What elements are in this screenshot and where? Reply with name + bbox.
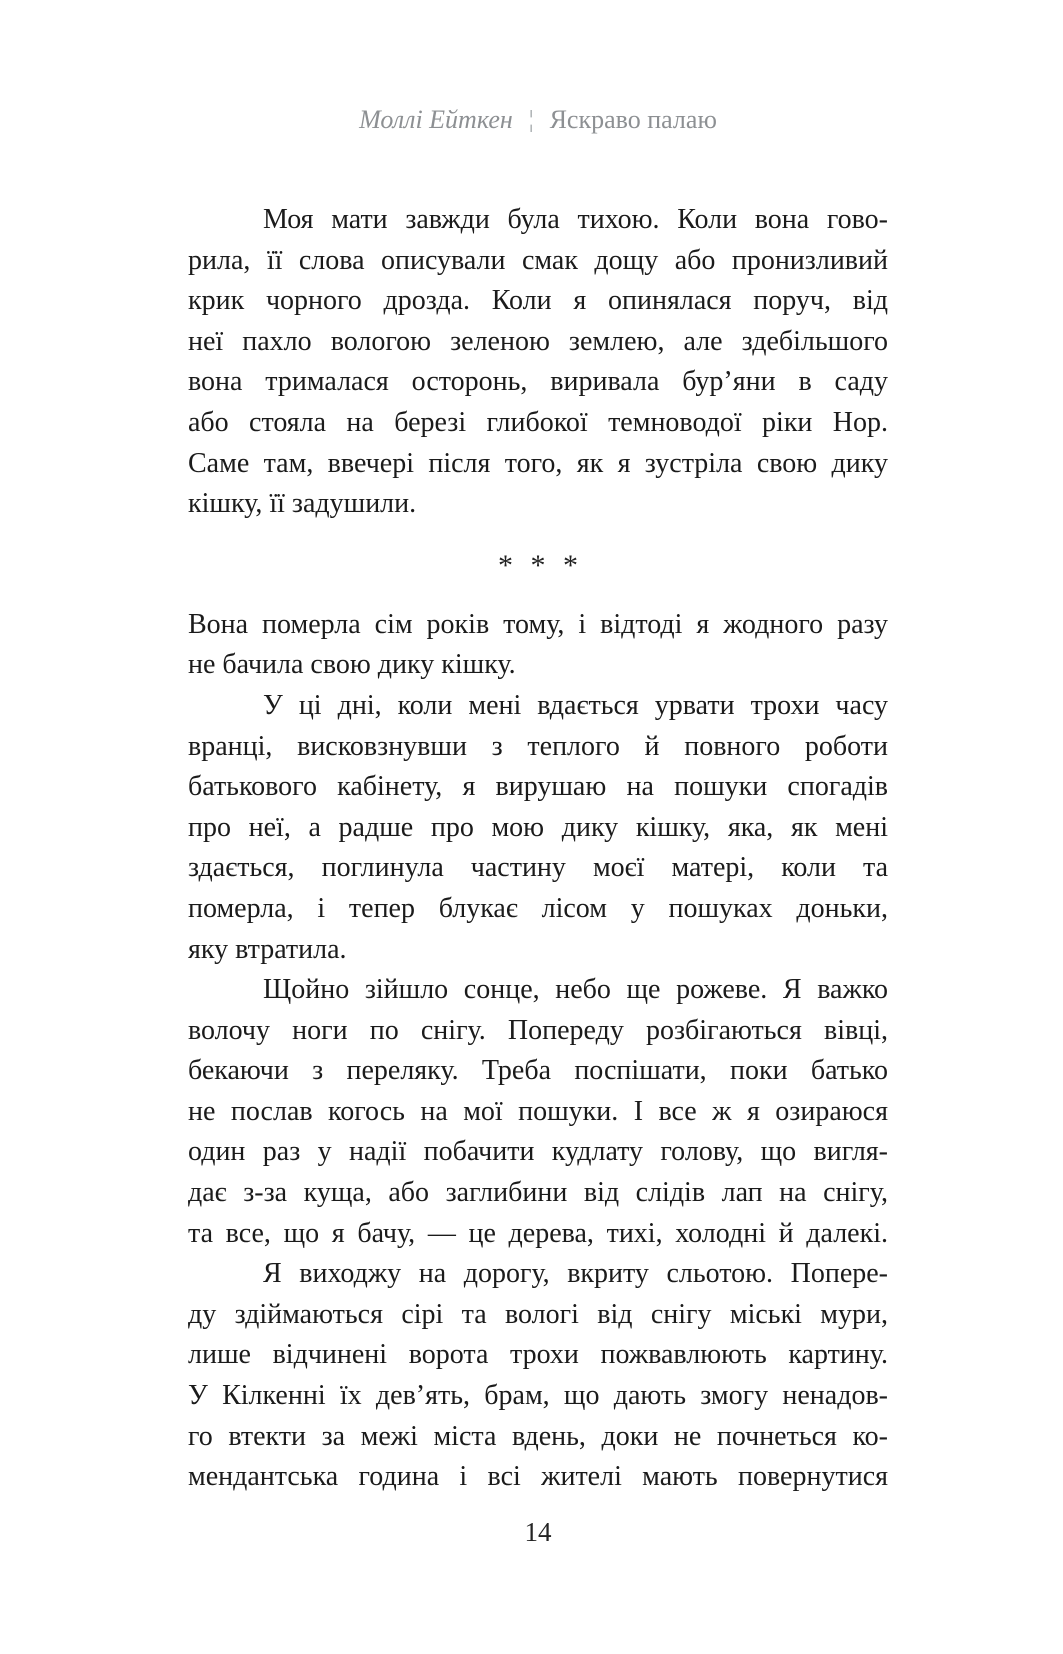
section-break-asterisks: * * *: [498, 548, 578, 582]
text-line: неї пахло вологою зеленою землею, але здебільшого: [188, 325, 888, 357]
running-head-author: Моллі Ейткен: [359, 105, 513, 134]
paragraph: [188, 970, 888, 1254]
text-line: кішку, її задушили.: [188, 488, 417, 520]
paragraph: [188, 605, 888, 686]
text-line: крик чорного дрозда. Коли я опинялася поруч, від: [188, 285, 888, 317]
text-line: Вона померла сім років тому, і відтоді я жодного разу: [188, 608, 888, 640]
text-line: ду здіймаються сірі та вологі від снігу міські мури,: [188, 1298, 888, 1330]
text-line: не бачила свою дику кішку.: [188, 649, 516, 681]
text-line: дає з-за куща, або заглибини від слідів лап на снігу,: [188, 1177, 888, 1209]
text-line: бекаючи з переляку. Треба поспішати, поки батько: [188, 1055, 888, 1087]
text-line: здається, поглинула частину моєї матері, коли та: [188, 852, 888, 884]
text-line: Моя мати завжди була тихою. Коли вона гово-: [263, 204, 888, 235]
body-text: [188, 200, 888, 1498]
page-number: 14: [524, 1517, 552, 1547]
text-line: батькового кабінету, я вирушаю на пошуки спогадів: [188, 771, 888, 803]
text-line: про неї, а радше про мою дику кішку, яка, як мені: [188, 811, 888, 843]
text-line: Саме там, ввечері після того, як я зустріла свою дику: [188, 447, 888, 479]
text-line: або стояла на березі глибокої темноводої ріки Нор.: [188, 406, 888, 438]
text-line: У ці дні, коли мені вдається урвати трохи часу: [263, 689, 888, 721]
paragraph: [188, 686, 888, 970]
text-line: Я виходжу на дорогу, вкриту сльотою. Попере-: [263, 1258, 888, 1290]
text-line: яку втратила.: [188, 933, 347, 965]
paragraph: [188, 200, 888, 525]
text-line: рила, її слова описували смак дощу або пронизливий: [188, 244, 888, 276]
text-line: померла, і тепер блукає лісом у пошуках доньки,: [188, 892, 888, 924]
running-head-separator-icon: ¦: [528, 107, 534, 133]
text-line: та все, що я бачу, — це дерева, тихі, холодні й далекі.: [188, 1217, 888, 1249]
text-line: вранці, висковзнувши з теплого й повного роботи: [188, 730, 888, 762]
text-line: го втекти за межі міста вдень, доки не почнеться ко-: [188, 1420, 888, 1452]
text-line: вона трималася осторонь, виривала бур’яни в саду: [188, 366, 888, 398]
text-line: не послав когось на мої пошуки. І все ж я озираюся: [188, 1095, 888, 1127]
running-head-title: Яскраво палаю: [549, 105, 717, 134]
text-line: Щойно зійшло сонце, небо ще рожеве. Я важко: [263, 974, 888, 1006]
text-line: У Кілкенні їх дев’ять, брам, що дають змогу ненадов-: [188, 1380, 888, 1412]
text-line: мендантська година і всі жителі мають повернутися: [188, 1461, 888, 1493]
running-head: [188, 100, 888, 141]
text-line: волочу ноги по снігу. Попереду розбігаються вівці,: [188, 1014, 888, 1046]
text-line: лише відчинені ворота трохи пожвавлюють картину.: [188, 1339, 888, 1371]
paragraph: [188, 1254, 888, 1498]
text-line: один раз у надії побачити кудлату голову, що вигля-: [188, 1136, 888, 1168]
